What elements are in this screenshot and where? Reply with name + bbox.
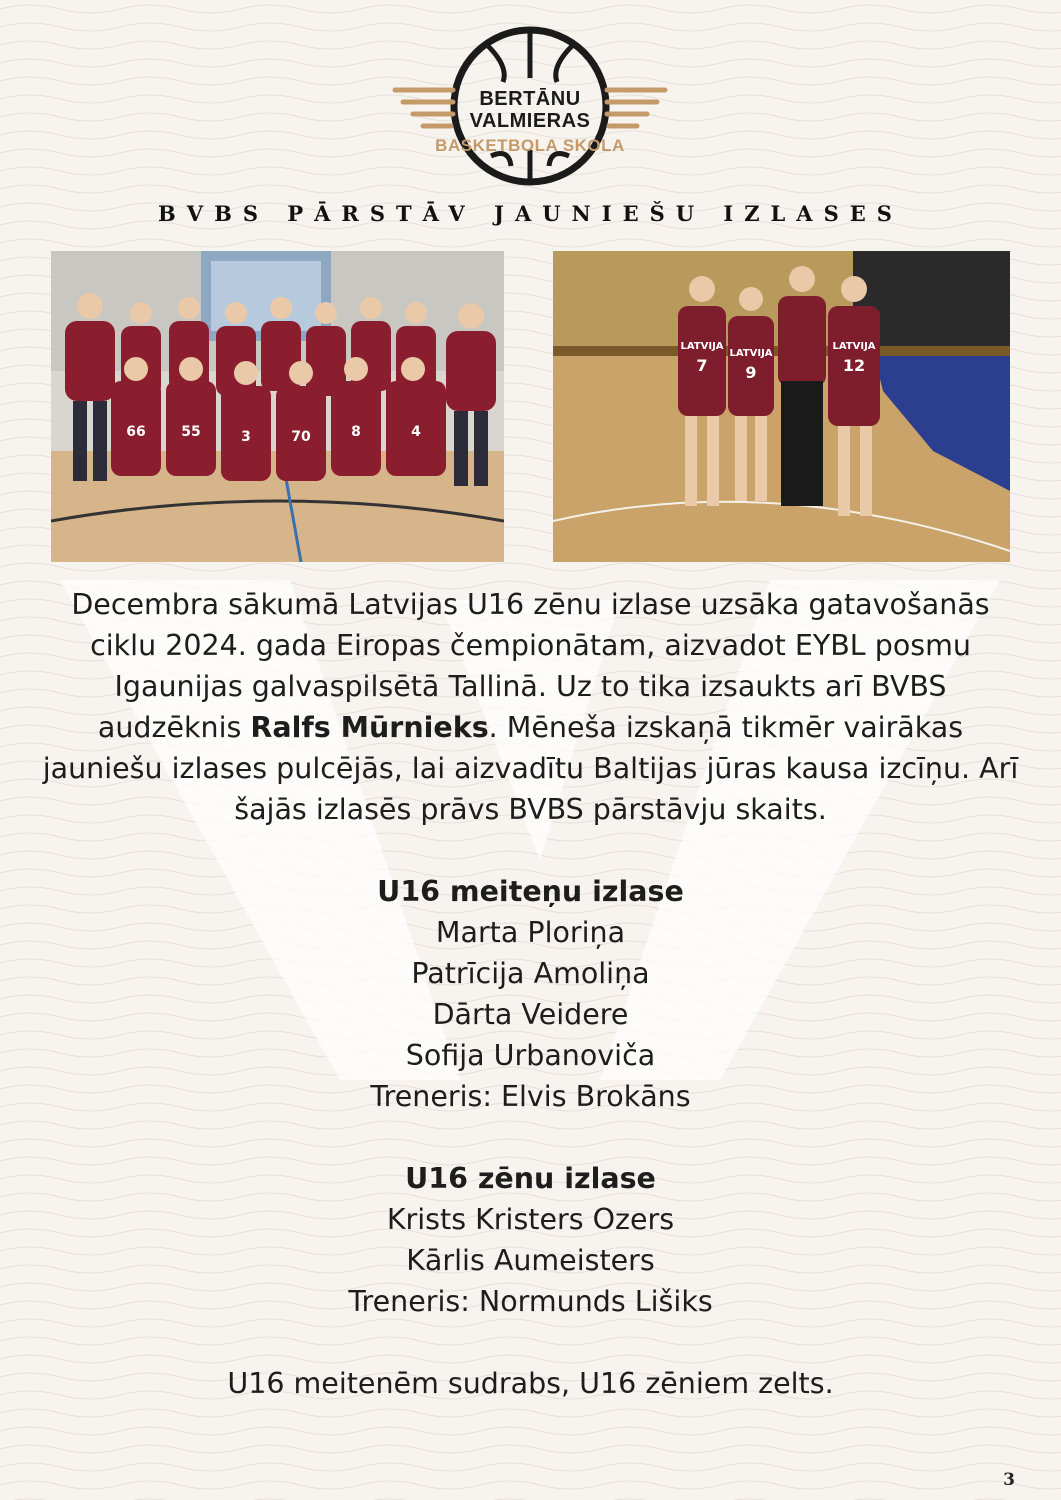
intro-text-after: . Mēneša izskaņā tikmēr vairākas jauniešu izlases pulcējās, lai aizvadītu Baltijas jūras kausa izcīņu. Arī šajās izlasēs prāvs BVBS pārstāvju skaits. [42, 711, 1019, 826]
jersey-number-3: 3 [241, 429, 251, 445]
boys-team-photo [51, 251, 504, 562]
boys-heading: U16 zēnu izlase [405, 1162, 656, 1195]
girls-player-2: Patrīcija Amoliņa [411, 957, 650, 990]
boys-player-2: Kārlis Aumeisters [406, 1244, 655, 1277]
girls-team-photo [553, 251, 1010, 562]
school-logo [391, 26, 669, 188]
result-text: U16 meitenēm sudrabs, U16 zēniem zelts. [227, 1367, 834, 1400]
logo-text-line1: BERTĀNU [479, 88, 581, 110]
jersey-text-3: LATVIJA [832, 341, 876, 352]
girls-player-3: Dārta Veidere [432, 998, 629, 1031]
logo-text-line3: BASKETBOLA SKOLA [435, 136, 625, 155]
intro-text-before: Decembra sākumā Latvijas U16 zēnu izlase uzsāka gatavošanās ciklu 2024. gada Eiropas čempionātam, aizvadot EYBL posmu Igaunijas galvaspilsētā Tallinā. Uz to tika izsaukts arī BVBS audzēknis [71, 588, 990, 744]
girls-heading: U16 meiteņu izlase [377, 875, 684, 908]
jersey-number-55: 55 [181, 424, 201, 440]
intro-paragraph [40, 584, 1021, 830]
jersey-number-70: 70 [291, 429, 311, 445]
logo-text-line2: VALMIERAS [469, 110, 591, 132]
jersey-text-1: LATVIJA [680, 341, 724, 352]
jersey-number-66: 66 [126, 424, 146, 440]
jersey-number-4: 4 [411, 424, 421, 440]
highlighted-name: Ralfs Mūrnieks [250, 711, 489, 744]
girls-player-4: Sofija Urbanoviča [405, 1039, 656, 1072]
page-number: 3 [1003, 1470, 1015, 1490]
jersey-number-12: 12 [842, 356, 866, 375]
girls-coach: Treneris: Elvis Brokāns [370, 1080, 691, 1113]
jersey-number-7: 7 [696, 356, 708, 375]
boys-player-1: Krists Kristers Ozers [386, 1203, 675, 1236]
jersey-text-2: LATVIJA [729, 348, 773, 359]
girls-player-1: Marta Ploriņa [435, 916, 626, 949]
article-content [40, 584, 1021, 1404]
boys-coach: Treneris: Normunds Lišiks [348, 1285, 713, 1318]
jersey-number-8: 8 [351, 424, 361, 440]
jersey-number-9: 9 [745, 363, 757, 382]
page-title: BVBS PĀRSTĀV JAUNIEŠU IZLASES [158, 201, 903, 226]
